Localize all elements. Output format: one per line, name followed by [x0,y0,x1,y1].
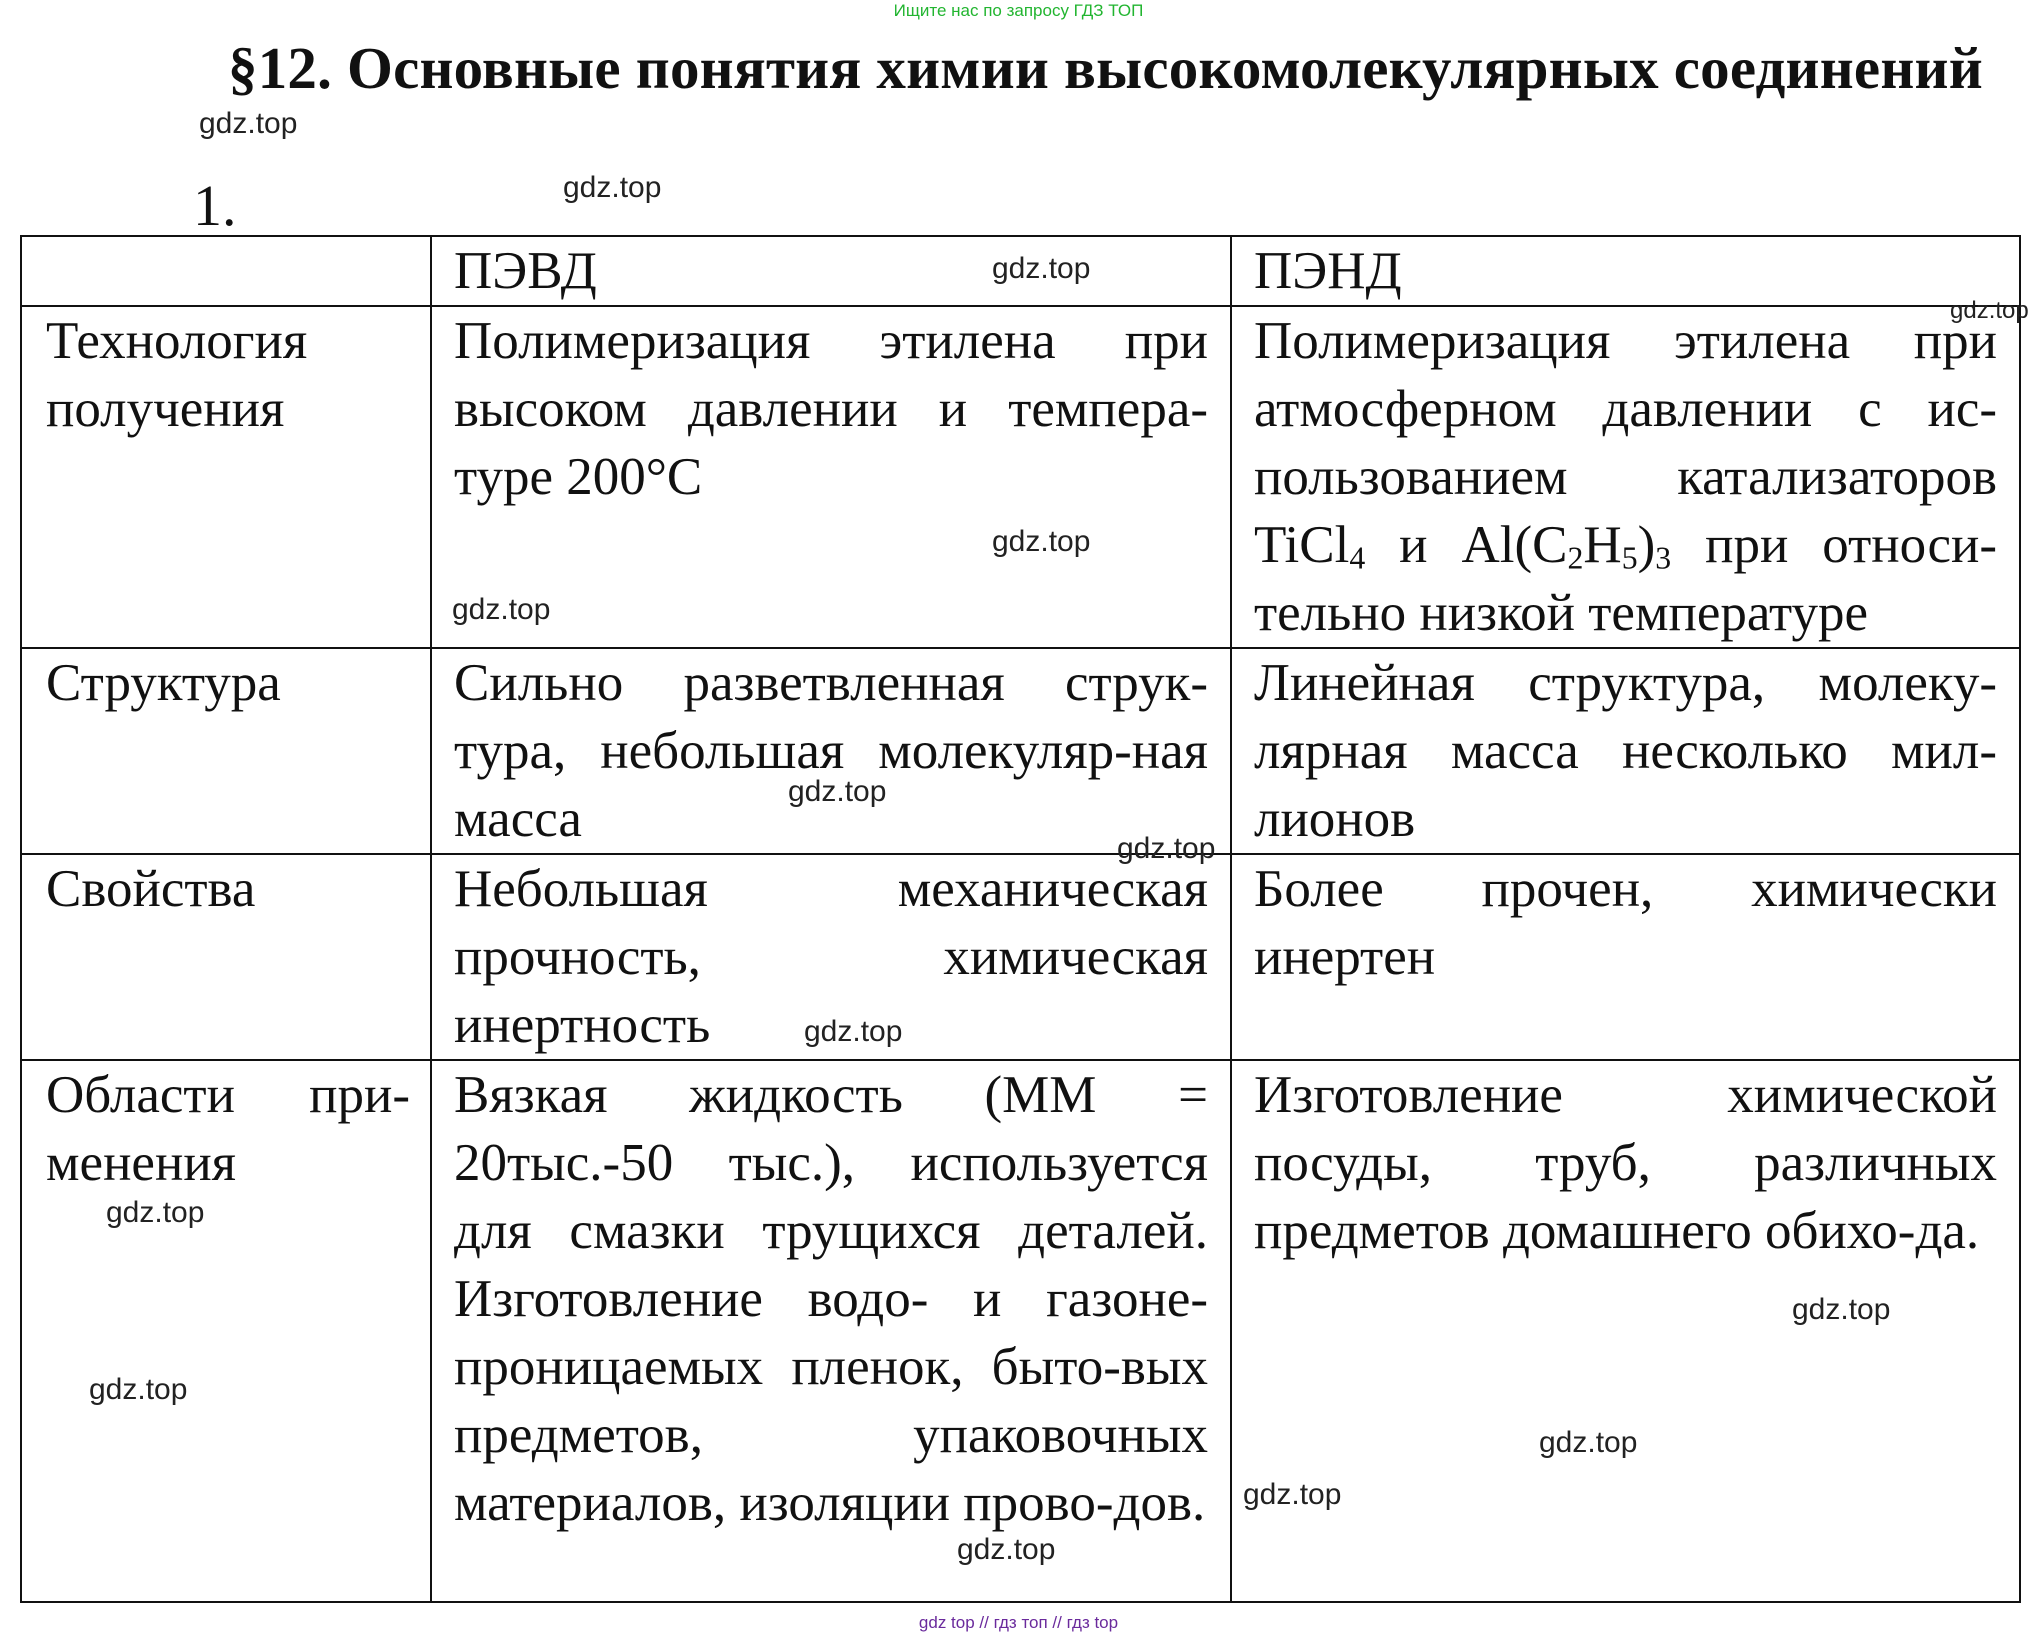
header-pevd: ПЭВД [431,236,1231,306]
pend-technology-text-5: при относи-тельно низкой температуре [1254,516,1997,642]
cell-pevd-properties: Небольшая механическая прочность, химическая инертность [431,854,1231,1060]
table-row [21,1060,2020,1602]
watermark: gdz.top [992,525,1091,558]
watermark: gdz.top [199,107,298,140]
cell-pend-structure: Линейная структура, молеку-лярная масса несколько мил-лионов [1231,648,2020,854]
table-row [21,648,2020,854]
watermark: gdz.top [804,1015,903,1048]
watermark: gdz.top [957,1533,1056,1566]
watermark: gdz.top [788,775,887,808]
subscript-3: 3 [1655,540,1672,576]
pend-technology-text-1: Полимеризация этилена при атмосферном давлении с ис-пользованием катализаторов TiCl [1254,312,1997,574]
pend-technology-text-3: H [1583,516,1622,574]
watermark: gdz.top [89,1373,188,1406]
cell-pevd-technology: Полимеризация этилена при высоком давлении и темпера-туре 200°С [431,306,1231,648]
pend-technology-text-4: ) [1637,516,1656,574]
table-row [21,854,2020,1060]
watermark: gdz.top [1950,297,2029,324]
comparison-table [20,235,2021,1603]
watermark: gdz.top [1792,1293,1891,1326]
watermark: gdz.top [1243,1478,1342,1511]
row-label-technology: Технология получения [21,306,431,648]
watermark: gdz.top [106,1196,205,1229]
task-number: 1. [193,173,237,238]
row-label-properties: Свойства [21,854,431,1060]
cell-pend-technology [1231,306,2020,648]
top-banner: Ищите нас по запросу ГДЗ ТОП [893,1,1144,20]
header-pend: ПЭНД [1231,236,2020,306]
cell-pend-properties: Более прочен, химически инертен [1231,854,2020,1060]
watermark: gdz.top [452,593,551,626]
subscript-h5: 5 [1621,540,1638,576]
page-title: §12. Основные понятия химии высокомолекулярных соединений [228,35,1983,101]
row-label-applications: Области при-менения [21,1060,431,1602]
bottom-banner: gdz top // гдз топ // гдз top [918,1613,1119,1632]
watermark: gdz.top [992,252,1091,285]
watermark: gdz.top [1117,832,1216,865]
table-row [21,306,2020,648]
cell-pend-applications: Изготовление химической посуды, труб, различных предметов домашнего обихо-да. [1231,1060,2020,1602]
watermark: gdz.top [1539,1426,1638,1459]
subscript-ticl4: 4 [1349,540,1366,576]
watermark: gdz.top [563,171,662,204]
subscript-c2: 2 [1567,540,1584,576]
cell-pevd-structure: Сильно разветвленная струк-тура, небольшая молекуляр-ная масса [431,648,1231,854]
row-label-structure: Структура [21,648,431,854]
cell-pevd-applications: Вязкая жидкость (ММ = 20тыс.-50 тыс.), используется для смазки трущихся деталей. Изготовление водо- и газоне-проницаемых пленок, быто-вых предметов, упаковочных материалов, изоляции прово-дов. [431,1060,1231,1602]
pend-technology-text-2: и Al(C [1365,516,1568,574]
header-empty-cell [21,236,431,306]
